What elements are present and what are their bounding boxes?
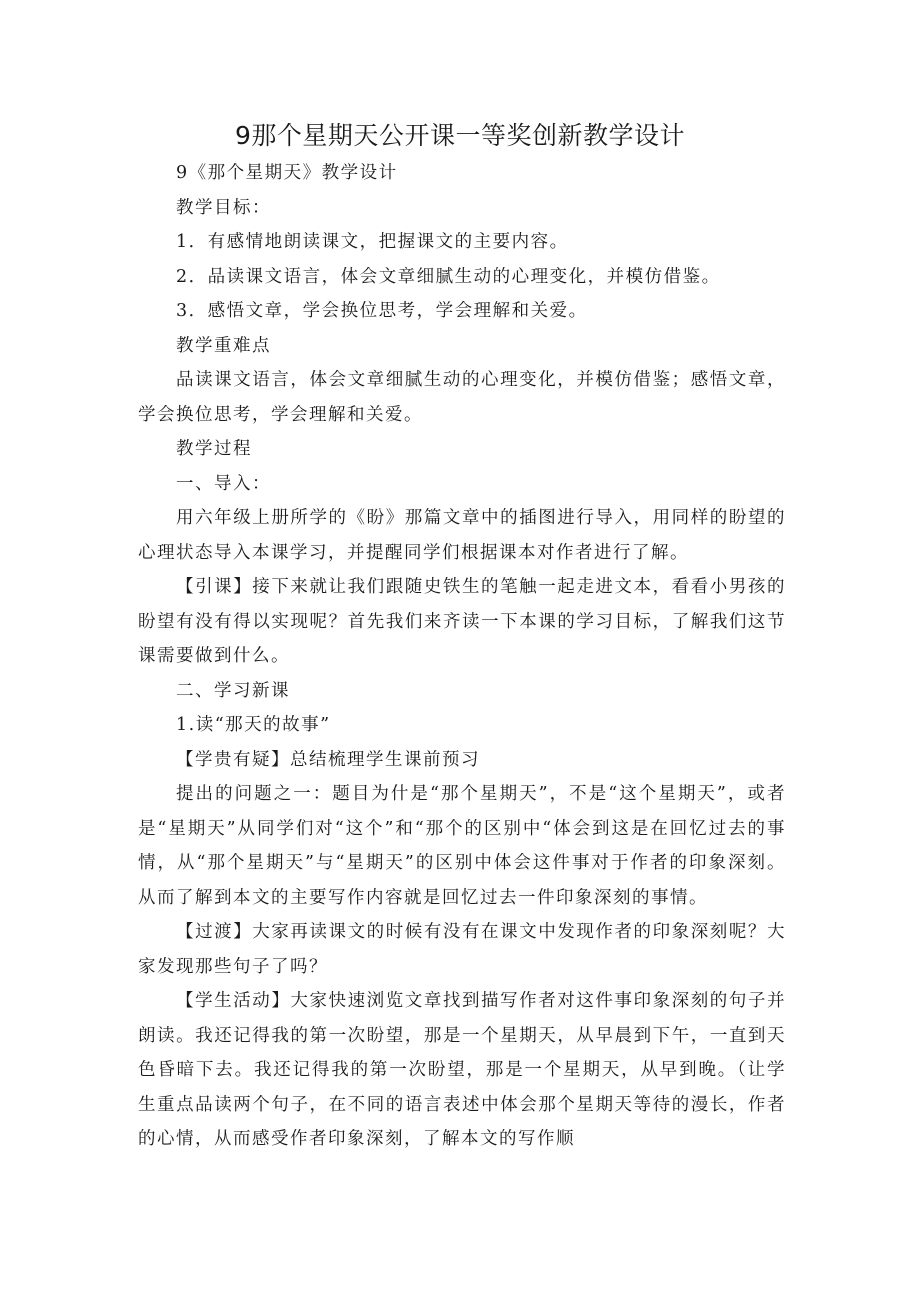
question-summary-paragraph: 【学贵有疑】总结梳理学生课前预习 <box>176 749 480 770</box>
section-new-lesson-heading: 二、学习新课 <box>176 680 290 701</box>
subtitle-paragraph: 9《那个星期天》教学设计 <box>176 163 398 183</box>
section-intro-heading: 一、导入： <box>176 473 271 494</box>
transition-paragraph: 【过渡】大家再读课文的时候有没有在课文中发现作者的印象深刻呢？大家发现那些句子了吗？ <box>138 922 786 977</box>
student-activity-paragraph: 【学生活动】大家快速浏览文章找到描写作者对这件事印象深刻的句子并朗读。我还记得我的第一次盼望，那是一个星期天，从早晨到下午，一直到天色昏暗下去。我还记得我的第一次盼望，那是一个星期天，从早到晚。（让学生重点品读两个句子，在不同的语言表述中体会那个星期天等待的漫长，作者的心情，从而感受作者印象深刻，了解本文的写作顺 <box>138 991 786 1149</box>
document-title: 9那个星期天公开课一等奖创新教学设计 <box>235 121 685 150</box>
process-heading: 教学过程 <box>176 439 252 459</box>
key-points-heading: 教学重难点 <box>176 335 271 356</box>
intro-paragraph: 用六年级上册所学的《盼》那篇文章中的插图进行导入，用同样的盼望的心理状态导入本课学习，并提醒同学们根据课本对作者进行了解。 <box>138 508 786 563</box>
question-one-paragraph: 提出的问题之一：题目为什是“那个星期天”，不是“这个星期天”，或者是“星期天”从同学们对“这个”和“那个的区别中“体会到这是在回忆过去的事情，从“那个星期天”与“星期天”的区别中体会这件事对于作者的印象深刻。从而了解到本文的主要写作内容就是回忆过去一件印象深刻的事情。 <box>138 784 786 908</box>
key-points-paragraph: 品读课文语言，体会文章细腻生动的心理变化，并模仿借鉴；感悟文章，学会换位思考，学会理解和关爱。 <box>138 370 786 425</box>
objective-item-3: 3．感悟文章，学会换位思考，学会理解和关爱。 <box>176 301 588 321</box>
objective-item-1: 1．有感情地朗读课文，把握课文的主要内容。 <box>176 232 569 252</box>
subsection-read-story: 1.读“那天的故事” <box>176 715 331 735</box>
lead-in-paragraph: 【引课】接下来就让我们跟随史铁生的笔触一起走进文本，看看小男孩的盼望有没有得以实现呢？首先我们来齐读一下本课的学习目标，了解我们这节课需要做到什么。 <box>138 577 786 666</box>
document-body <box>138 156 786 1157</box>
objective-item-2: 2．品读课文语言，体会文章细腻生动的心理变化，并模仿借鉴。 <box>176 266 721 287</box>
objectives-heading: 教学目标： <box>176 197 271 218</box>
